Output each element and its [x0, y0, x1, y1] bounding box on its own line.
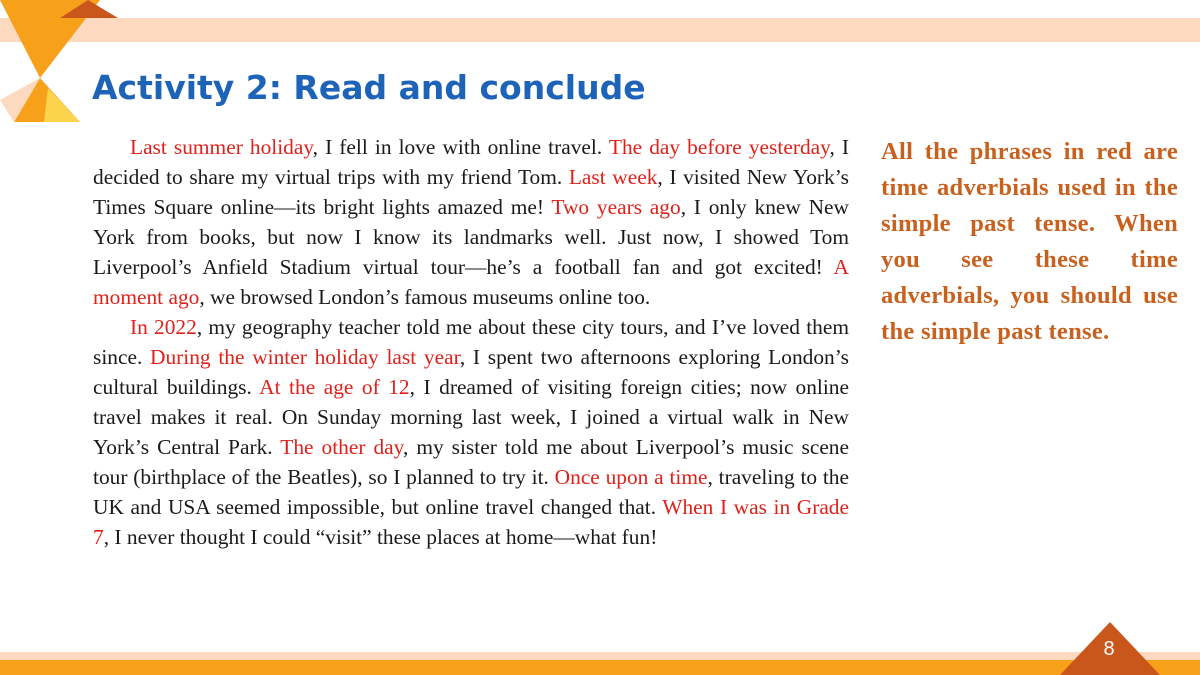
- time-adverbial-phrase: Two years ago: [551, 195, 681, 219]
- passage-phrase: , I spent two afternoons exploring London’s cultural buildings.: [93, 345, 849, 399]
- passage-phrase: , I decided to share my virtual trips with my friend Tom.: [93, 135, 849, 189]
- grammar-note: All the phrases in red are time adverbials used in the simple past tense. When you see these time adverbials, you should use the simple past tense.: [881, 138, 1178, 345]
- time-adverbial-phrase: Last week: [568, 165, 658, 189]
- passage-phrase: , traveling to the UK and USA seemed impossible, but online travel changed that.: [93, 465, 850, 519]
- page-title: Activity 2: Read and conclude: [92, 68, 646, 107]
- passage-phrase: , I fell in love with online travel.: [312, 135, 609, 159]
- top-decorative-band: [0, 18, 1200, 42]
- time-adverbial-phrase: Last summer holiday: [130, 135, 313, 159]
- footer-bar: [0, 660, 1200, 675]
- passage-phrase: , my sister told me about Liverpool’s music scene tour (birthplace of the Beatles), so I planned to try it.: [93, 435, 850, 489]
- passage-paragraph-2: [93, 312, 849, 552]
- time-adverbial-phrase: A moment ago: [93, 255, 849, 309]
- time-adverbial-phrase: The other day: [280, 435, 403, 459]
- time-adverbial-phrase: In 2022: [130, 315, 197, 339]
- reading-passage: [93, 132, 849, 552]
- time-adverbial-phrase: When I was in Grade 7: [93, 495, 849, 549]
- passage-phrase: , my geography teacher told me about these city tours, and I’ve loved them since.: [93, 315, 849, 369]
- time-adverbial-phrase: At the age of 12: [259, 375, 410, 399]
- passage-phrase: , I visited New York’s Times Square online—its bright lights amazed me!: [93, 165, 849, 219]
- passage-phrase: , we browsed London’s famous museums online too.: [199, 285, 651, 309]
- passage-phrase: , I only knew New York from books, but now I know its landmarks well. Just now, I showed Tom Liverpool’s Anfield Stadium virtual tour—he’s a football fan and got excited!: [93, 195, 849, 279]
- footer-decorative-band: [0, 652, 1200, 660]
- passage-paragraph-1: [93, 132, 849, 312]
- time-adverbial-phrase: During the winter holiday last year: [150, 345, 460, 369]
- page-number: 8: [1103, 638, 1115, 660]
- passage-phrase: , I never thought I could “visit” these places at home—what fun!: [103, 525, 658, 549]
- passage-phrase: , I dreamed of visiting foreign cities; now online travel makes it real. On Sunday morning last week, I joined a virtual walk in New York’s Central Park.: [93, 375, 849, 459]
- time-adverbial-phrase: Once upon a time: [554, 465, 708, 489]
- time-adverbial-phrase: The day before yesterday: [608, 135, 830, 159]
